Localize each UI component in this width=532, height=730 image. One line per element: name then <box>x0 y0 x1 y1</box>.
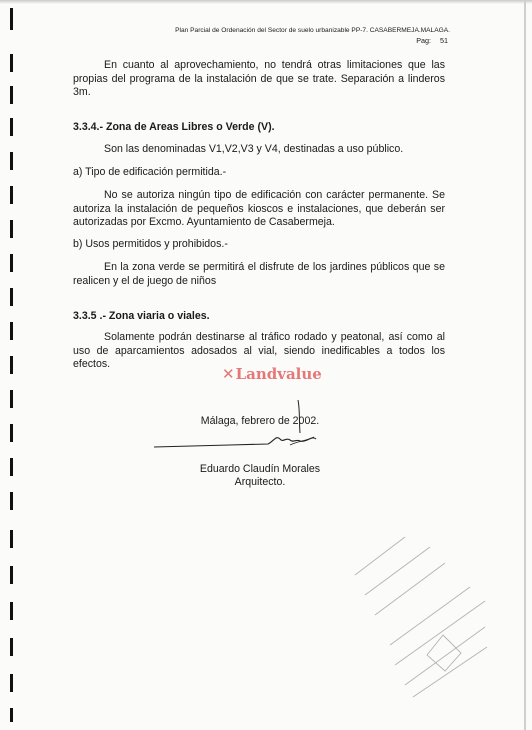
binder-mark <box>10 566 13 584</box>
binder-mark <box>10 708 13 722</box>
section-334-intro: Son las denominadas V1,V2,V3 y V4, destinadas a uso público. <box>104 143 404 155</box>
binder-mark <box>10 8 13 30</box>
binder-mark <box>10 458 13 476</box>
binder-mark <box>10 492 13 510</box>
binder-mark <box>10 288 13 306</box>
binder-mark <box>10 674 13 692</box>
page-number: 51 <box>440 36 448 45</box>
section-334-heading: 3.3.4.- Zona de Areas Libres o Verde (V). <box>73 121 275 133</box>
signer-role: Arquitecto. <box>234 476 286 488</box>
page-right-edge <box>524 0 526 730</box>
binder-mark <box>10 390 13 408</box>
section-335-text: Solamente podrán destinarse al tráfico rodado y peatonal, así como al uso de aparcamientos adosados al vial, siendo inedificables a todos los efectos. <box>73 331 445 370</box>
approval-stamp <box>335 535 495 705</box>
binder-mark <box>10 152 13 170</box>
binder-mark <box>10 186 13 204</box>
handwritten-signature <box>150 395 370 455</box>
binder-mark <box>10 54 13 72</box>
binder-mark <box>10 356 13 374</box>
paragraph-aprovechamiento: En cuanto al aprovechamiento, no tendrá otras limitaciones que las propias del programa de la instalación de que se trate. Separación a linderos 3m. <box>73 59 445 98</box>
binder-mark <box>10 638 13 656</box>
page-edge-shadow <box>0 0 532 4</box>
item-b-label: b) Usos permitidos y prohibidos.- <box>73 238 228 250</box>
binder-mark <box>10 424 13 442</box>
binder-mark <box>10 530 13 548</box>
item-a-text: No se autoriza ningún tipo de edificación con carácter permanente. Se autoriza la instalación de pequeños kioscos e instalaciones, que deberán ser autorizadas por Excmo. Ayuntamiento de Casabermeja. <box>73 189 445 228</box>
landvalue-watermark <box>222 365 322 383</box>
binder-mark <box>10 86 13 104</box>
page-number-label <box>416 36 448 45</box>
signer-name: Eduardo Claudín Morales <box>199 463 321 475</box>
binder-mark <box>10 322 13 340</box>
section-335-heading: 3.3.5 .- Zona viaria o viales. <box>73 310 210 322</box>
item-b-text: En la zona verde se permitirá el disfrute de los jardines públicos que se realicen y el de juego de niños <box>73 261 445 287</box>
page-label: Pag: <box>416 36 431 45</box>
binder-mark <box>10 118 13 136</box>
place-date: Málaga, febrero de 2002. <box>200 415 320 427</box>
binder-mark <box>10 220 13 238</box>
document-header-title: Plan Parcial de Ordenación del Sector de suelo urbanizable PP-7. CASABERMEJA.MALAGA. <box>175 27 450 34</box>
landvalue-logo-icon: ✕ <box>222 365 235 383</box>
binder-mark <box>10 254 13 272</box>
item-a-label: a) Tipo de edificación permitida.- <box>73 166 227 178</box>
binder-mark <box>10 602 13 620</box>
watermark-text: Landvalue <box>235 365 322 383</box>
